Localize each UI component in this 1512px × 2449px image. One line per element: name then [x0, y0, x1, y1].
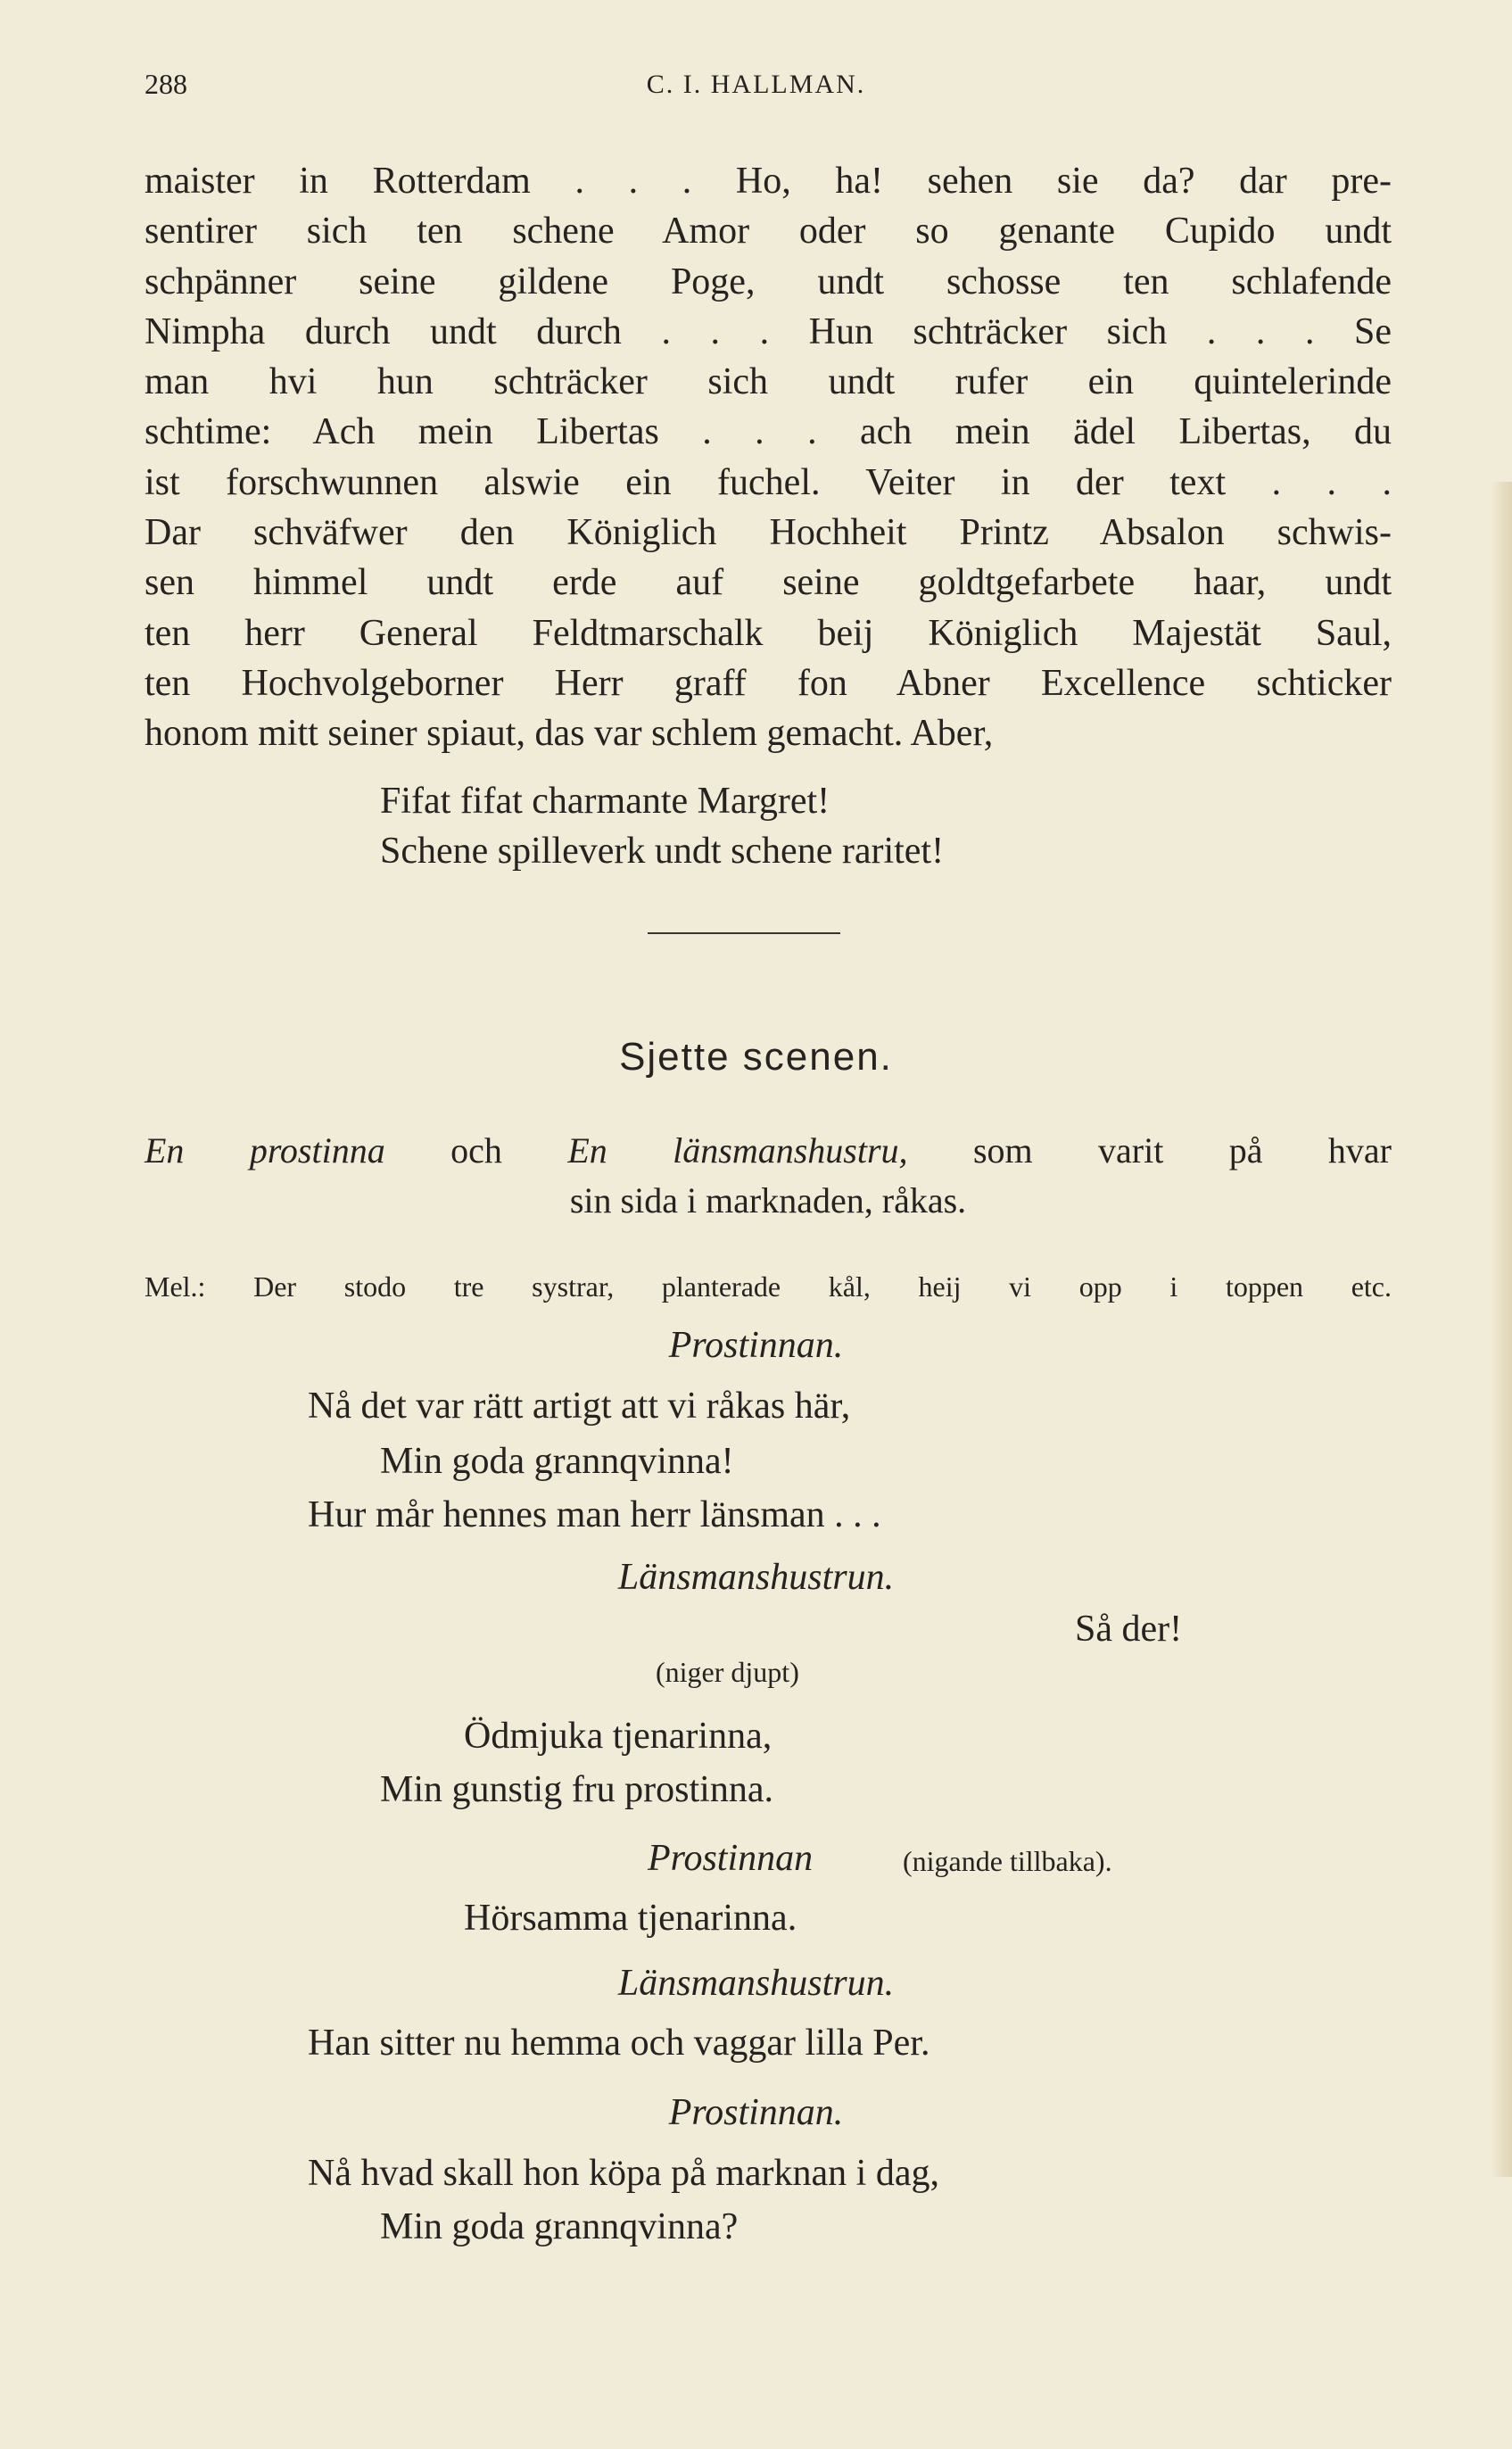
speaker-name: Länsmanshustrun. [617, 1963, 895, 2004]
scene-text: och [384, 1130, 568, 1171]
speaker-name: Prostinnan. [668, 2092, 844, 2133]
page-edge-stain [1491, 482, 1512, 2177]
prose-line: Dar schväfwer den Königlich Hochheit Printz Absalon schwis- [145, 512, 1392, 554]
verse-line: Ödmjuka tjenarinna, [464, 1716, 773, 1757]
prose-line: Nimpha durch undt durch . . . Hun schträcker sich . . . Se [145, 310, 1392, 352]
scene-title: Sjette scenen. [619, 1035, 893, 1079]
prose-line: ten Hochvolgeborner Herr graff fon Abner Excellence schticker [145, 662, 1392, 704]
section-divider [648, 932, 840, 934]
prose-paragraph [145, 156, 1392, 759]
verse-line: Så der! [1075, 1609, 1183, 1650]
prose-line: sentirer sich ten schene Amor oder so genante Cupido undt [145, 211, 1392, 252]
prose-line: maister in Rotterdam . . . Ho, ha! sehen sie da? dar pre- [145, 161, 1392, 202]
scene-description-line: sin sida i marknaden, råkas. [569, 1180, 967, 1220]
prose-line: honom mitt seiner spiaut, das var schlem gemacht. Aber, [145, 713, 994, 755]
speaker-name: Prostinnan [648, 1838, 814, 1879]
character-name: En prostinna [145, 1130, 385, 1171]
verse-line: Min goda grannqvinna! [380, 1441, 734, 1482]
verse-line: Han sitter nu hemma och vaggar lilla Per. [308, 2023, 930, 2064]
prose-line: man hvi hun schträcker sich undt rufer ein quintelerinde [145, 361, 1392, 403]
verse-line: Min gunstig fru prostinna. [380, 1769, 773, 1810]
page-number: 288 [145, 68, 187, 100]
prose-line: schpänner seine gildene Poge, undt schosse ten schlafende [145, 261, 1392, 302]
speaker-name: Prostinnan. [668, 1325, 844, 1366]
verse-line: Nå det var rätt artigt att vi råkas här, [308, 1386, 851, 1427]
prose-line: schtime: Ach mein Libertas . . . ach mein ädel Libertas, du [145, 411, 1392, 453]
melody-text: Der stodo tre systrar, planterade kål, heij vi opp i toppen etc. [253, 1270, 1392, 1303]
stage-direction: (niger djupt) [656, 1656, 799, 1688]
running-head: C. I. HALLMAN. [646, 70, 866, 99]
speaker-name: Länsmanshustrun. [617, 1557, 895, 1598]
melody-label: Mel.: [145, 1270, 206, 1303]
verse-line: Hur mår hennes man herr länsman . . . [308, 1494, 881, 1535]
scene-text: som varit på hvar [907, 1130, 1392, 1171]
melody-note [145, 1265, 1392, 1308]
scene-description-line [145, 1126, 1392, 1176]
verse-line: Min goda grannqvinna? [380, 2206, 739, 2247]
verse-line: Nå hvad skall hon köpa på marknan i dag, [308, 2153, 939, 2194]
character-name: En länsmanshustru, [567, 1130, 908, 1171]
scene-description [145, 1126, 1392, 1226]
prose-line: sen himmel undt erde auf seine goldtgefarbete haar, undt [145, 562, 1392, 604]
verse-line: Schene spilleverk undt schene raritet! [380, 831, 945, 872]
page-header [0, 61, 1512, 105]
prose-line: ist forschwunnen alswie ein fuchel. Veiter in der text . . . [145, 461, 1392, 503]
prose-line: ten herr General Feldtmarschalk beij Königlich Majestät Saul, [145, 612, 1392, 654]
verse-line: Hörsamma tjenarinna. [464, 1898, 797, 1939]
stage-direction: (nigande tillbaka). [903, 1845, 1112, 1877]
verse-line: Fifat fifat charmante Margret! [380, 781, 830, 822]
